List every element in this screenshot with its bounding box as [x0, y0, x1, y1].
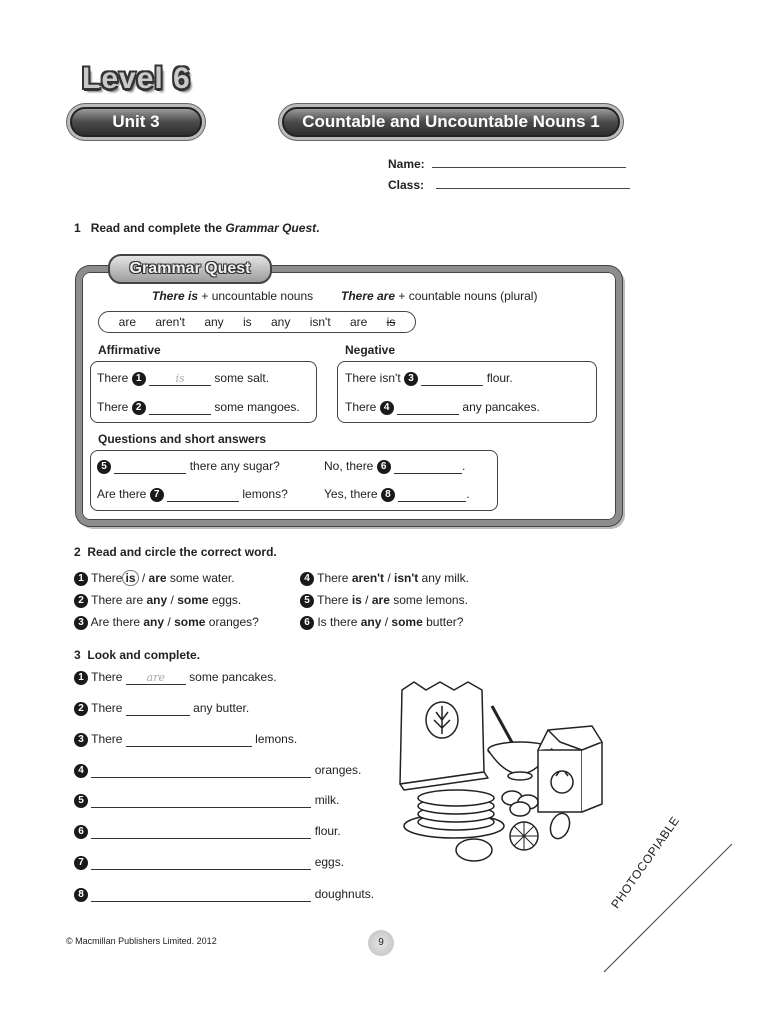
answer-blank[interactable]	[91, 764, 311, 778]
rule-there-is: There is + uncountable nouns	[152, 289, 314, 303]
number-badge: 8	[381, 488, 395, 502]
word-bank-item: any	[271, 315, 291, 329]
worksheet-title: Countable and Uncountable Nouns 1	[282, 107, 620, 137]
number-badge: 7	[150, 488, 164, 502]
answer-blank[interactable]: is	[149, 372, 211, 386]
orange-icon	[510, 822, 538, 850]
number-badge: 5	[97, 460, 111, 474]
number-badge: 6	[300, 616, 314, 630]
name-field[interactable]	[432, 167, 626, 168]
word-bank-item: are	[349, 315, 368, 329]
complete-item-3: 3 There lemons.	[74, 732, 297, 747]
answer-blank[interactable]	[114, 460, 186, 474]
negative-item-4: There 4 any pancakes.	[345, 400, 540, 414]
word-option[interactable]: some	[174, 615, 206, 629]
answer-blank[interactable]	[91, 888, 311, 902]
name-row	[388, 157, 626, 171]
affirmative-label: Affirmative	[98, 343, 161, 357]
photocopiable-label: PHOTOCOPIABLE	[608, 813, 683, 912]
class-field[interactable]	[436, 188, 630, 189]
class-label: Class:	[388, 178, 425, 192]
number-badge: 1	[74, 572, 88, 586]
copyright: © Macmillan Publishers Limited. 2012	[66, 936, 217, 946]
word-option[interactable]: any	[360, 615, 382, 629]
word-option[interactable]: is	[351, 593, 362, 607]
word-option[interactable]: are	[148, 571, 167, 585]
complete-item-4: 4 oranges.	[74, 763, 361, 778]
exercise-1-instruction: 1 Read and complete the Grammar Quest.	[74, 221, 320, 235]
number-badge: 4	[74, 764, 88, 778]
negative-item-3: There isn't 3 flour.	[345, 371, 513, 385]
circle-item-1: 1 There is / are some water.	[74, 571, 235, 586]
class-row	[388, 178, 630, 192]
word-option[interactable]: aren't	[351, 571, 385, 585]
word-bank-item-used: is	[386, 315, 396, 329]
answer-blank[interactable]	[398, 488, 466, 502]
answer-blank[interactable]	[91, 794, 311, 808]
rule-there-are: There are + countable nouns (plural)	[341, 289, 538, 303]
affirmative-item-2: There 2 some mangoes.	[97, 400, 300, 414]
answer-item-8: Yes, there 8 .	[324, 487, 470, 501]
word-option[interactable]: is	[122, 570, 138, 586]
number-badge: 1	[74, 671, 88, 685]
circle-item-5: 5 There is / are some lemons.	[300, 593, 468, 608]
food-illustration	[396, 676, 612, 868]
milk-carton-icon	[538, 726, 602, 812]
number-badge: 3	[74, 616, 88, 630]
answer-blank[interactable]	[91, 825, 311, 839]
pancakes-icon	[404, 790, 504, 838]
question-item-5: 5 there any sugar?	[97, 459, 280, 474]
answer-blank[interactable]	[167, 488, 239, 502]
grammar-quest-title: Grammar Quest	[108, 254, 272, 284]
exercise-2-instruction: 2 Read and circle the correct word.	[74, 545, 277, 559]
number-badge: 2	[74, 702, 88, 716]
word-bank-item: is	[243, 315, 252, 329]
complete-item-7: 7 eggs.	[74, 855, 344, 870]
affirmative-item-1: There 1 is some salt.	[97, 371, 270, 385]
number-badge: 3	[404, 372, 418, 386]
circle-item-3: 3 Are there any / some oranges?	[74, 615, 259, 630]
number-badge: 6	[74, 825, 88, 839]
number-badge: 1	[132, 372, 146, 386]
word-option[interactable]: some	[177, 593, 209, 607]
number-badge: 7	[74, 856, 88, 870]
number-badge: 5	[74, 794, 88, 808]
complete-item-5: 5 milk.	[74, 793, 339, 808]
word-option[interactable]: some	[391, 615, 423, 629]
number-badge: 8	[74, 888, 88, 902]
exercise-3-instruction: 3 Look and complete.	[74, 648, 201, 662]
number-badge: 4	[380, 401, 394, 415]
answer-item-6: No, there 6 .	[324, 459, 466, 473]
number-badge: 4	[300, 572, 314, 586]
circle-item-2: 2 There are any / some eggs.	[74, 593, 241, 608]
complete-item-6: 6 flour.	[74, 824, 341, 839]
number-badge: 5	[300, 594, 314, 608]
circle-item-6: 6 Is there any / some butter?	[300, 615, 463, 630]
word-option[interactable]: any	[143, 615, 165, 629]
level-heading: Level 6	[82, 62, 191, 95]
unit-badge: Unit 3	[70, 107, 202, 137]
answer-blank[interactable]	[421, 372, 483, 386]
answer-blank[interactable]	[394, 460, 462, 474]
word-bank-item: are	[118, 315, 136, 329]
number-badge: 2	[74, 594, 88, 608]
negative-label: Negative	[345, 343, 396, 357]
answer-blank[interactable]: are	[126, 671, 186, 685]
word-bank-item: any	[204, 315, 224, 329]
flour-bag-icon	[400, 682, 488, 790]
complete-item-8: 8 doughnuts.	[74, 887, 374, 902]
complete-item-1: 1 There are some pancakes.	[74, 670, 277, 685]
answer-blank[interactable]	[149, 401, 211, 415]
circle-item-4: 4 There aren't / isn't any milk.	[300, 571, 469, 586]
word-bank	[98, 311, 416, 333]
answer-blank[interactable]	[91, 856, 311, 870]
page-number: 9	[368, 930, 394, 956]
word-bank-item: aren't	[155, 315, 185, 329]
answer-blank[interactable]	[126, 702, 190, 716]
word-option[interactable]: any	[146, 593, 168, 607]
answer-blank[interactable]	[126, 733, 252, 747]
complete-item-2: 2 There any butter.	[74, 701, 249, 716]
number-badge: 6	[377, 460, 391, 474]
number-badge: 2	[132, 401, 146, 415]
eggs-icon	[502, 791, 538, 816]
answer-blank[interactable]	[397, 401, 459, 415]
word-option[interactable]: are	[371, 593, 390, 607]
number-badge: 3	[74, 733, 88, 747]
name-label: Name:	[388, 157, 425, 171]
questions-label: Questions and short answers	[98, 432, 267, 446]
word-option[interactable]: isn't	[394, 571, 419, 585]
word-bank-item: isn't	[309, 315, 331, 329]
question-item-7: Are there 7 lemons?	[97, 487, 288, 501]
